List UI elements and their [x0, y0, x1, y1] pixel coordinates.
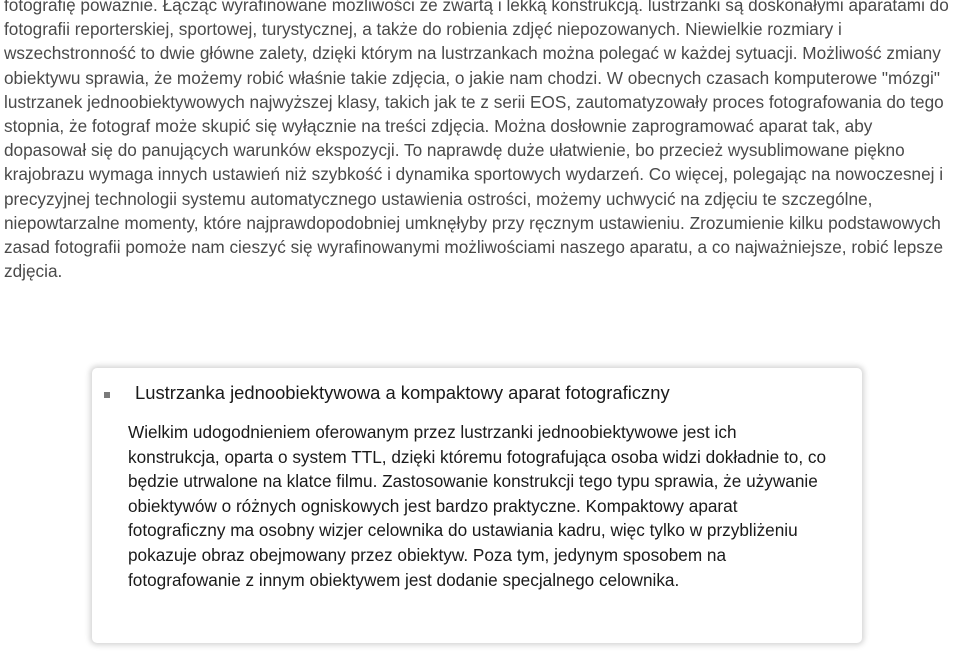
card-title: Lustrzanka jednoobiektywowa a kompaktowy aparat fotograficzny — [135, 382, 670, 403]
info-card — [92, 368, 862, 643]
article-text-block — [4, 0, 956, 283]
card-body — [128, 420, 828, 592]
card-body-paragraph: Wielkim udogodnieniem oferowanym przez lustrzanki jednoobiektywowe jest ich konstrukcja, oparta o system TTL, dzięki któremu fotografująca osoba widzi dokładnie to, co będzie utrwalone na klatce filmu. Zastosowanie konstrukcji tego typu sprawia, że używanie obiektywów o różnych ogniskowych jest bardzo praktyczne. Kompaktowy aparat fotograficzny ma osobny wizjer celownika do ustawiania kadru, więc tylko w przybliżeniu pokazuje obraz obejmowany przez obiektyw. Poza tym, jedynym sposobem na fotografowanie z innym obiektywem jest dodanie specjalnego celownika. — [128, 422, 827, 590]
square-bullet-icon — [104, 392, 110, 398]
card-header — [92, 368, 862, 418]
article-paragraph: fotografię poważnie. Łącząc wyrafinowane możliwości ze zwartą i lekką konstrukcją. lustrzanki są doskonałymi aparatami do fotografii reporterskiej, sportowej, turystycznej, a także do robienia zdjęć niepozowanych. Niewielkie rozmiary i wszechstronność to dwie główne zalety, dzięki którym na lustrzankach można polegać w każdej sytuacji. Możliwość zmiany obiektywu sprawia, że możemy robić właśnie takie zdjęcia, o jakie nam chodzi. W obecnych czasach komputerowe "mózgi" lustrzanek jednoobiektywowych najwyższej klasy, takich jak te z serii EOS, zautomatyzowały proces fotografowania do tego stopnia, że fotograf może skupić się wyłącznie na treści zdjęcia. Można dosłownie zaprogramować aparat tak, aby dopasował się do panujących warunków ekspozycji. To naprawdę duże ułatwienie, bo przecież wysublimowane piękno krajobrazu wymaga innych ustawień niż szybkość i dynamika sportowych wydarzeń. Co więcej, polegając na nowoczesnej i precyzyjnej technologii systemu automatycznego ustawienia ostrości, możemy uchwycić na zdjęciu te szczególne, niepowtarzalne momenty, które najprawdopodobniej umknęłyby przy ręcznym ustawieniu. Zrozumienie kilku podstawowych zasad fotografii pomoże nam cieszyć się wyrafinowanymi możliwościami naszego aparatu, a co najważniejsze, robić lepsze zdjęcia. — [4, 0, 949, 282]
